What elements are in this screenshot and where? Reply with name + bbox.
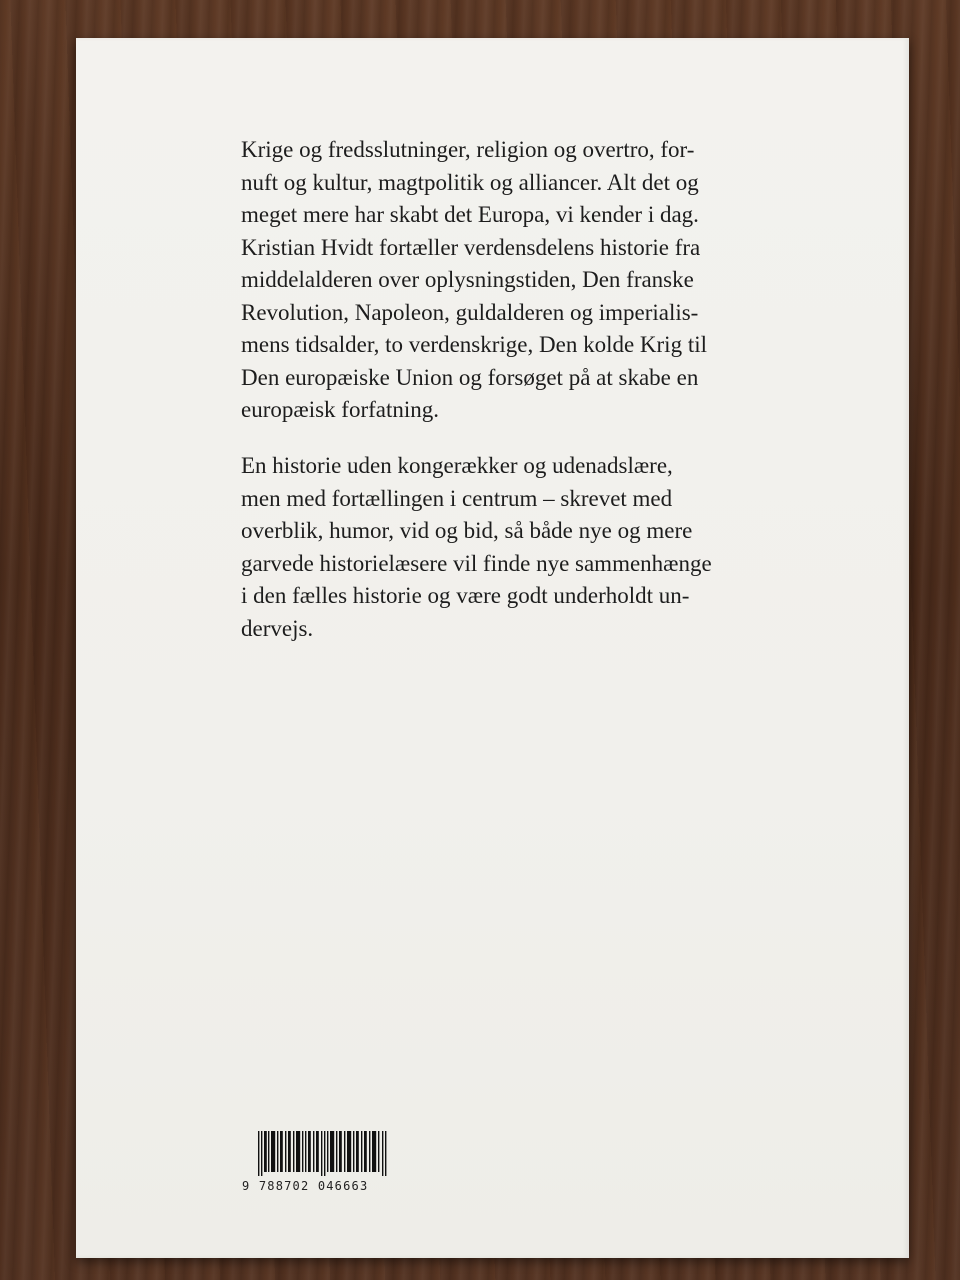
blurb-line: overblik, humor, vid og bid, så både nye og mere xyxy=(241,518,693,543)
blurb-line: Revolution, Napoleon, guldalderen og imperialis- xyxy=(241,299,699,325)
isbn-number: 9 788702 046663 xyxy=(242,1179,369,1193)
blurb-paragraph-2 xyxy=(241,450,712,645)
blurb-line: Kristian Hvidt fortæller verdensdelens historie fra xyxy=(241,234,701,260)
blurb-line: Krige og fredsslutninger, religion og overtro, for- xyxy=(241,137,695,162)
blurb-line: En historie uden kongerækker og udenadslære, xyxy=(241,453,673,478)
blurb-line: europæisk forfatning. xyxy=(241,397,440,422)
blurb-line: mens tidsalder, to verdenskrige, Den kolde Krig til xyxy=(241,332,707,357)
blurb-line: i den fælles historie og være godt underholdt un- xyxy=(241,583,690,608)
book-back-cover xyxy=(76,38,909,1258)
blurb-line: nuft og kultur, magtpolitik og alliancer. Alt det og xyxy=(241,169,699,195)
blurb-line: garvede historielæsere vil finde nye sammenhænge xyxy=(241,550,712,576)
blurb-line: dervejs. xyxy=(241,615,314,641)
blurb-line: men med fortællingen i centrum – skrevet med xyxy=(241,485,673,511)
blurb-line: Den europæiske Union og forsøget på at skabe en xyxy=(241,364,699,390)
barcode xyxy=(258,1131,390,1176)
blurb-line: middelalderen over oplysningstiden, Den franske xyxy=(241,267,694,292)
blurb-paragraph-1 xyxy=(241,134,707,427)
blurb-line: meget mere har skabt det Europa, vi kender i dag. xyxy=(241,202,699,227)
